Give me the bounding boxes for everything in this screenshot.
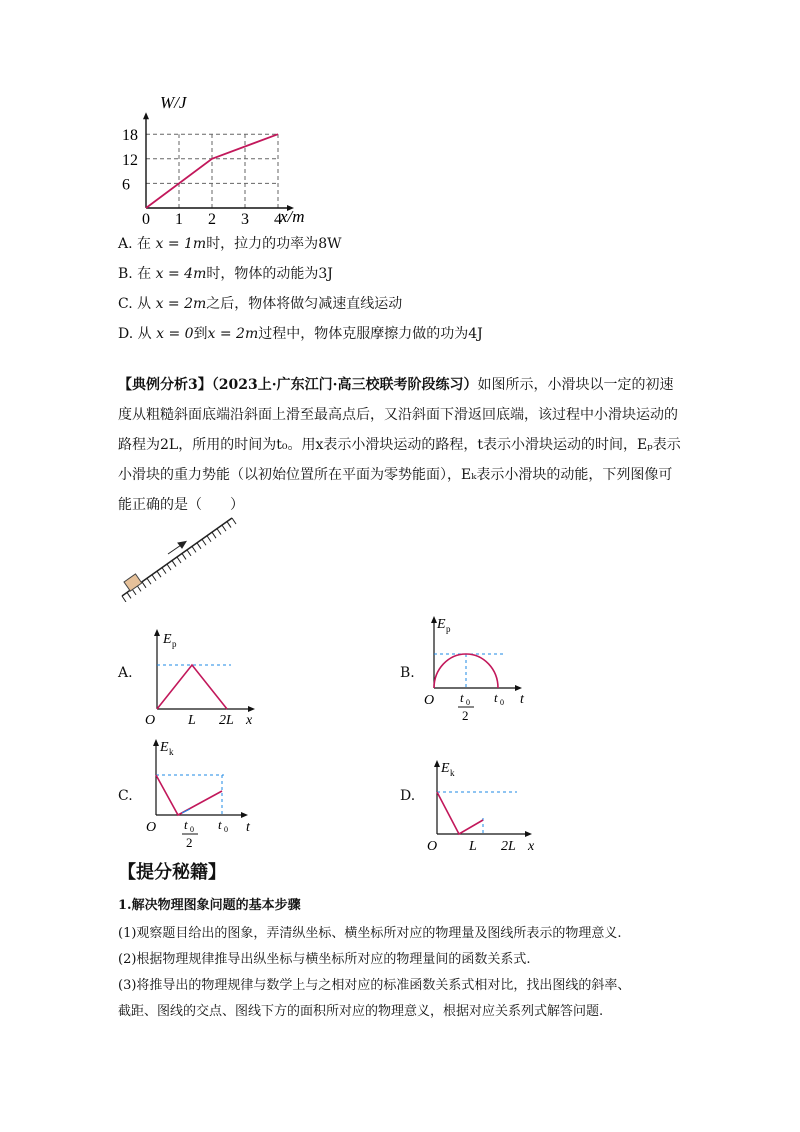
- y-tick-18: 18: [122, 127, 138, 145]
- graph-b-curve: [434, 654, 498, 688]
- graph-d-ylabel-sub: k: [450, 768, 455, 778]
- graph-d-origin: O: [427, 839, 438, 854]
- chart-ylabel: W/J: [160, 93, 187, 112]
- option-b: B. 在 x = 4m时，物体的动能为3J: [118, 266, 333, 282]
- y-tick-6: 6: [122, 176, 130, 194]
- graph-a-letter: A.: [118, 665, 133, 681]
- option-d: D. 从 x = 0到x = 2m过程中，物体克服摩擦力做的功为4J: [118, 326, 483, 342]
- x-tick-0: 0: [142, 211, 150, 228]
- work-displacement-chart: [118, 90, 348, 230]
- chart-xlabel: x/m: [280, 207, 305, 226]
- graph-a-ylabel-sub: p: [172, 639, 177, 649]
- svg-text:E: E: [163, 632, 172, 647]
- svg-text:E: E: [437, 617, 446, 632]
- graph-c-letter: C.: [118, 788, 133, 804]
- tips-subheading: 1.解决物理图象问题的基本步骤: [118, 898, 301, 913]
- svg-text:0: 0: [190, 825, 194, 834]
- graph-c-xlabel: t: [246, 820, 250, 835]
- svg-text:2: 2: [186, 835, 193, 850]
- graph-c-origin: O: [146, 820, 157, 835]
- incline-diagram: [118, 512, 238, 602]
- graph-d-tick-l: L: [469, 839, 477, 854]
- svg-text:0: 0: [500, 698, 504, 707]
- graph-c-ylabel-sub: k: [169, 747, 174, 757]
- svg-text:0: 0: [224, 825, 228, 834]
- graph-b-letter: B.: [400, 665, 415, 681]
- example-3-text: 【典例分析3】（2023上·广东江门·高三校联考阶段练习）如图所示，小滑块以一定的初速度从粗糙斜面底端沿斜面上滑至最高点后，又沿斜面下滑返回底端，该过程中小滑块运动的路程为2L，所用的时间为t₀。用x表示小滑块运动的路程，t表示小滑块运动的时间，Eₚ表示小滑块的重力势能（以初始位置所在平面为零势能面），Eₖ表示小滑块的动能，下列图像可能正确的是（ ）: [118, 377, 681, 513]
- y-axis-arrow: [143, 112, 149, 119]
- svg-text:t: t: [184, 817, 188, 832]
- graph-a-tick-l: L: [188, 713, 196, 725]
- graph-a-tick-2l: 2L: [219, 713, 234, 725]
- graph-d-curve: [437, 792, 483, 834]
- svg-text:0: 0: [466, 698, 470, 707]
- graph-d-letter: D.: [400, 788, 416, 804]
- svg-text:E: E: [160, 740, 169, 755]
- svg-text:E: E: [441, 761, 450, 776]
- tips-heading: 【提分秘籍】: [118, 862, 226, 883]
- graph-d-tick-2l: 2L: [501, 839, 516, 854]
- option-a: A. 在 x = 1m时，拉力的功率为8W: [118, 236, 342, 252]
- tips-step-1: (1)观察题目给出的图象，弄清纵坐标、横坐标所对应的物理量及图线所表示的物理意义.: [118, 926, 622, 941]
- graph-a-xlabel: x: [246, 713, 253, 725]
- graph-a-curve: [157, 665, 227, 709]
- graph-d: [425, 756, 545, 856]
- graph-c: [142, 735, 262, 850]
- x-tick-1: 1: [175, 211, 183, 228]
- option-c: C. 从 x = 2m之后，物体将做匀减速直线运动: [118, 296, 403, 312]
- graph-b-ylabel-sub: p: [446, 624, 451, 634]
- tips-step-3: (3)将推导出的物理规律与数学上与之相对应的标准函数关系式相对比，找出图线的斜率、: [118, 978, 631, 993]
- svg-text:t: t: [494, 690, 498, 705]
- x-tick-2: 2: [208, 211, 216, 228]
- incline-hatching: [122, 518, 236, 602]
- svg-text:t: t: [460, 690, 464, 705]
- graph-a-origin: O: [145, 713, 156, 725]
- graph-b: [420, 612, 540, 724]
- y-tick-12: 12: [122, 151, 138, 169]
- tips-step-2: (2)根据物理规律推导出纵坐标与横坐标所对应的物理量间的函数关系式.: [118, 952, 531, 967]
- x-tick-3: 3: [241, 211, 249, 228]
- graph-b-xlabel: t: [520, 692, 524, 707]
- graph-a: [143, 625, 268, 725]
- graph-d-xlabel: x: [528, 839, 535, 854]
- svg-text:t: t: [218, 817, 222, 832]
- graph-b-origin: O: [424, 693, 435, 708]
- tips-step-3-cont: 截距、图线的交点、图线下方的面积所对应的物理意义，根据对应关系列式解答问题.: [118, 1004, 604, 1019]
- svg-text:2: 2: [462, 708, 469, 723]
- x-tick-4: 4: [274, 211, 282, 228]
